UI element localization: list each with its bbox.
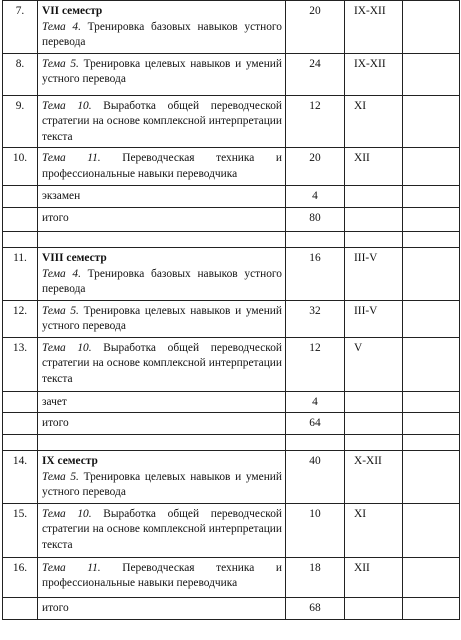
empty-cell <box>403 95 460 148</box>
topic-cell <box>38 503 286 557</box>
empty-cell <box>286 435 345 451</box>
topic-cell <box>38 557 286 597</box>
term-cell: XII <box>345 148 403 186</box>
topic-number: Тема 10. <box>42 507 92 520</box>
row-number: 9. <box>3 95 38 148</box>
topic-cell <box>38 95 286 148</box>
summary-label-text: итого <box>42 417 69 429</box>
table-row <box>3 248 460 301</box>
term-cell <box>345 597 403 619</box>
empty-cell <box>3 232 38 248</box>
empty-cell <box>38 232 286 248</box>
empty-cell <box>403 186 460 208</box>
topic-cell <box>38 53 286 95</box>
hours-cell: 20 <box>286 148 345 186</box>
hours-cell: 18 <box>286 557 345 597</box>
topic-title: Тренировка целевых навыков и умений устного перевода <box>42 470 282 498</box>
summary-row <box>3 186 460 208</box>
semester-heading: IX семестр <box>42 455 98 467</box>
empty-cell <box>403 391 460 413</box>
topic-cell <box>38 337 286 391</box>
summary-row <box>3 413 460 435</box>
row-number: 15. <box>3 503 38 557</box>
topic-title: Тренировка базовых навыков устного перевода <box>42 267 282 295</box>
empty-cell <box>403 413 460 435</box>
empty-cell <box>345 435 403 451</box>
empty-cell <box>403 435 460 451</box>
empty-cell <box>403 337 460 391</box>
topic-number: Тема 11. <box>42 561 101 574</box>
topic-title: Тренировка целевых навыков и умений устного перевода <box>42 57 282 85</box>
topic-number: Тема 4. <box>42 20 81 33</box>
empty-cell <box>403 503 460 557</box>
table-row <box>3 53 460 95</box>
empty-cell <box>38 435 286 451</box>
topic-number: Тема 11. <box>42 152 101 164</box>
topic-title: Выработка общей переводческой стратегии на основе комплексной интерпретации текста <box>42 341 282 385</box>
term-cell: IX-XII <box>345 1 403 54</box>
row-number: 13. <box>3 337 38 391</box>
topic-description <box>42 99 282 146</box>
summary-label <box>38 186 286 208</box>
topic-number: Тема 10. <box>42 99 92 112</box>
table-row <box>3 557 460 597</box>
hours-cell: 80 <box>286 208 345 232</box>
hours-cell: 40 <box>286 451 345 504</box>
empty-cell <box>403 300 460 337</box>
topic-description <box>42 304 282 335</box>
empty-cell <box>403 557 460 597</box>
empty-cell <box>403 1 460 54</box>
term-cell <box>345 208 403 232</box>
row-number: 14. <box>3 451 38 504</box>
topic-cell <box>38 248 286 301</box>
hours-cell: 4 <box>286 391 345 413</box>
empty-cell <box>403 148 460 186</box>
summary-label-text: экзамен <box>42 190 81 202</box>
topic-title: Тренировка целевых навыков и умений устного перевода <box>42 304 282 332</box>
term-cell <box>345 391 403 413</box>
semester-heading: VII семестр <box>42 5 103 17</box>
topic-title: Переводческая техника и профессиональные навыки переводчика <box>42 561 282 589</box>
topic-number: Тема 5. <box>42 57 79 70</box>
topic-description <box>42 267 282 298</box>
term-cell: IX-XII <box>345 53 403 95</box>
topic-cell <box>38 451 286 504</box>
summary-row <box>3 391 460 413</box>
topic-description <box>42 470 282 501</box>
term-cell: III-V <box>345 248 403 301</box>
summary-label-text: итого <box>42 212 69 224</box>
topic-title: Тренировка базовых навыков устного перевода <box>42 20 282 48</box>
term-cell <box>345 413 403 435</box>
hours-cell: 24 <box>286 53 345 95</box>
term-cell: XI <box>345 95 403 148</box>
hours-cell: 20 <box>286 1 345 54</box>
hours-cell: 12 <box>286 95 345 148</box>
empty-cell <box>403 248 460 301</box>
row-number: 10. <box>3 148 38 186</box>
row-number: 7. <box>3 1 38 54</box>
topic-description <box>42 151 282 182</box>
topic-number: Тема 5. <box>42 304 79 317</box>
term-cell: III-V <box>345 300 403 337</box>
summary-row <box>3 597 460 619</box>
row-number <box>3 208 38 232</box>
semester-heading: VIII семестр <box>42 252 107 264</box>
row-number: 16. <box>3 557 38 597</box>
empty-cell <box>286 232 345 248</box>
table-row <box>3 451 460 504</box>
row-number: 8. <box>3 53 38 95</box>
empty-cell <box>403 53 460 95</box>
summary-label <box>38 208 286 232</box>
topic-description <box>42 57 282 88</box>
summary-label <box>38 391 286 413</box>
row-number: 12. <box>3 300 38 337</box>
topic-title: Выработка общей переводческой стратегии на основе комплексной интерпретации текста <box>42 507 282 551</box>
empty-cell <box>3 435 38 451</box>
row-number <box>3 413 38 435</box>
summary-label-text: зачет <box>42 395 67 408</box>
term-cell: X-XII <box>345 451 403 504</box>
hours-cell: 64 <box>286 413 345 435</box>
hours-cell: 16 <box>286 248 345 301</box>
row-number <box>3 597 38 619</box>
topic-cell <box>38 148 286 186</box>
hours-cell: 10 <box>286 503 345 557</box>
topic-number: Тема 5. <box>42 470 79 483</box>
term-cell: V <box>345 337 403 391</box>
summary-row <box>3 208 460 232</box>
table-row <box>3 337 460 391</box>
topic-title: Выработка общей переводческой стратегии на основе комплексной интерпретации текста <box>42 99 282 143</box>
spacer-row <box>3 232 460 248</box>
topic-number: Тема 4. <box>42 267 81 280</box>
summary-label-text: итого <box>42 601 69 614</box>
topic-description <box>42 507 282 554</box>
row-number <box>3 186 38 208</box>
topic-title: Переводческая техника и профессиональные навыки переводчика <box>42 152 282 180</box>
term-cell: XII <box>345 557 403 597</box>
table-row <box>3 1 460 54</box>
table-row <box>3 503 460 557</box>
empty-cell <box>403 232 460 248</box>
term-cell <box>345 186 403 208</box>
curriculum-table <box>2 0 460 620</box>
table-row <box>3 300 460 337</box>
topic-description <box>42 20 282 51</box>
topic-description <box>42 341 282 388</box>
spacer-row <box>3 435 460 451</box>
empty-cell <box>345 232 403 248</box>
topic-cell <box>38 1 286 54</box>
empty-cell <box>403 208 460 232</box>
topic-cell <box>38 300 286 337</box>
table-row <box>3 95 460 148</box>
topic-number: Тема 10. <box>42 341 92 354</box>
row-number <box>3 391 38 413</box>
row-number: 11. <box>3 248 38 301</box>
summary-label <box>38 413 286 435</box>
term-cell: XI <box>345 503 403 557</box>
hours-cell: 4 <box>286 186 345 208</box>
hours-cell: 32 <box>286 300 345 337</box>
empty-cell <box>403 597 460 619</box>
topic-description <box>42 561 282 592</box>
hours-cell: 68 <box>286 597 345 619</box>
hours-cell: 12 <box>286 337 345 391</box>
summary-label <box>38 597 286 619</box>
empty-cell <box>403 451 460 504</box>
table-row <box>3 148 460 186</box>
